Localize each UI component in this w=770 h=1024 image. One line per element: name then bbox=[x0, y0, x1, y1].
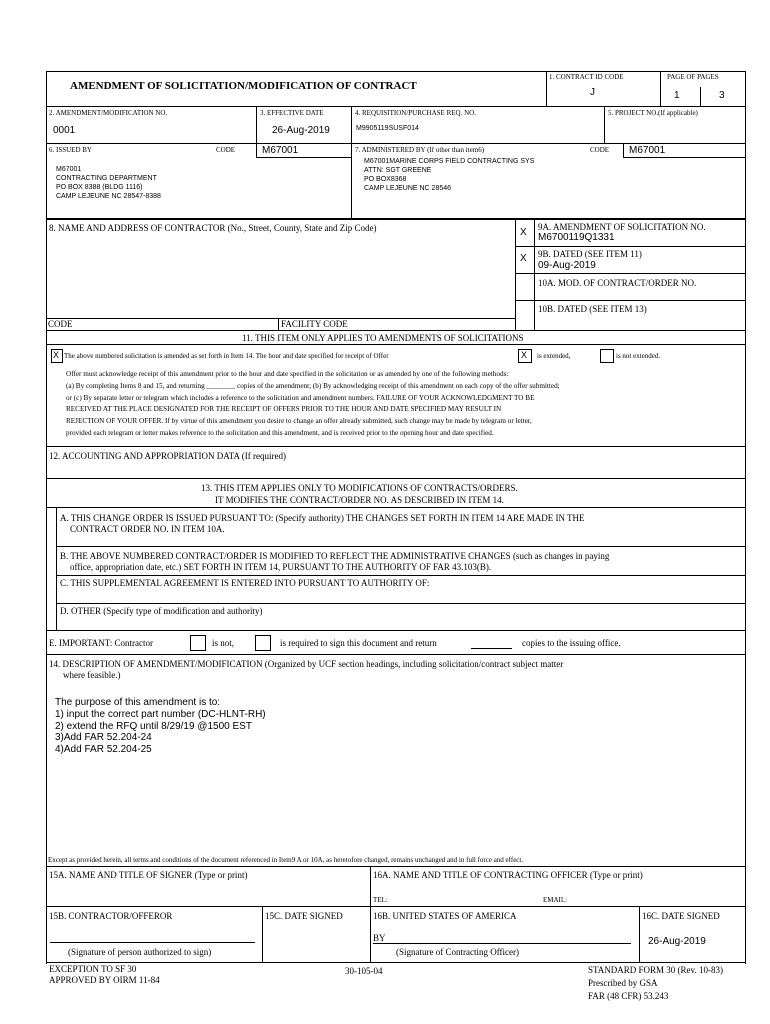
date-15c-label: 15C. DATE SIGNED bbox=[265, 911, 343, 921]
item11-text: The above numbered solicitation is amended as set forth in Item 14. The hour and date specified for receipt of Offer bbox=[64, 352, 389, 360]
copies-label: copies to the issuing office. bbox=[522, 638, 621, 648]
contract-id-value: J bbox=[590, 87, 595, 98]
item13d: D. OTHER (Specify type of modification and authority) bbox=[60, 606, 263, 616]
administered-by-code: M67001 bbox=[629, 145, 666, 156]
item13a-line-1: A. THIS CHANGE ORDER IS ISSUED PURSUANT TO: (Specify authority) THE CHANGES SET FORTH IN ITEM 14 ARE MADE IN THE bbox=[60, 513, 585, 523]
far-reference: FAR (48 CFR) 53.243 bbox=[588, 991, 669, 1001]
amendment-description: The purpose of this amendment is to: 1) input the correct part number (DC-HLNT-RH) 2) extend the RFQ until 8/29/19 @1500 EST 3)Add FAR 52.204-24 4)Add FAR 52.204-25 bbox=[55, 697, 266, 756]
item11-header: 11. THIS ITEM ONLY APPLIES TO AMENDMENTS OF SOLICITATIONS bbox=[242, 333, 524, 343]
page-total: 3 bbox=[719, 90, 725, 101]
tel-label: TEL: bbox=[373, 896, 388, 904]
contractor-15b-label: 15B. CONTRACTOR/OFFEROR bbox=[49, 911, 173, 921]
not-extended-label: is not extended. bbox=[616, 352, 661, 360]
facility-code-label: FACILITY CODE bbox=[281, 319, 348, 329]
contract-id-label: 1. CONTRACT ID CODE bbox=[549, 73, 624, 81]
administered-by-label: 7. ADMINISTERED BY (If other than item6) bbox=[355, 146, 485, 154]
date-16c-label: 16C. DATE SIGNED bbox=[642, 911, 720, 921]
extended-label: is extended, bbox=[537, 352, 571, 360]
issued-by-code: M67001 bbox=[262, 145, 299, 156]
copies-blank bbox=[471, 648, 512, 649]
item13-header-2: IT MODIFIES THE CONTRACT/ORDER NO. AS DESCRIBED IN ITEM 14. bbox=[215, 495, 504, 505]
contractor-code-label: CODE bbox=[48, 319, 73, 329]
item13b-line-2: office, appropriation date, etc.) SET FORTH IN ITEM 14, PURSUANT TO THE AUTHORITY OF FAR 43.103(B). bbox=[70, 562, 492, 572]
amendment-9a-label: 9A. AMENDMENT OF SOLICITATION NO. bbox=[538, 222, 706, 232]
administered-by-address: M67001MARINE CORPS FIELD CONTRACTING SYS ATTN: SGT GREENE PO BOX8368 CAMP LEJEUNE NC 28546 bbox=[364, 158, 535, 192]
except-text: Except as provided herein, all terms and conditions of the document referenced in Item9 A or 10A, as heretofore changed, remains unchanged and in full force and effect. bbox=[48, 856, 524, 864]
amendment-no-value: 0001 bbox=[53, 125, 76, 136]
effective-date-value: 26-Aug-2019 bbox=[272, 125, 330, 136]
item11-paragraph: Offer must acknowledge receipt of this amendment prior to the hour and date specified in the solicitation or as amended by one of the following methods: (a) By completing Items 8 and 15, and returning ________ copies of the amendment; (b) By acknowledging receipt of this amendment on each copy of the offer submitted; or (c) By separate letter or telegram which includes a reference to the solicitation and amendment numbers. FAILURE OF YOUR ACKNOWLEDGMENT TO BE RECEIVED AT THE PLACE DESIGNATED FOR THE RECEIPT OF OFFERS PRIOR TO THE HOUR AND DATE SPECIFIED MAY RESULT IN REJECTION OF YOUR OFFER. If by virtue of this amendment you desire to change an offer already submitted, such change may be made by telegram or letter, provided each telegram or letter makes reference to the solicitation and this amendment, and is received prior to the opening hour and date specified. bbox=[66, 370, 560, 437]
amendment-9a-value: M6700119Q1331 bbox=[538, 232, 615, 243]
requisition-value: M9905119SUSF014 bbox=[356, 125, 419, 132]
not-extended-checkbox[interactable] bbox=[600, 349, 614, 363]
mod-10a-label: 10A. MOD. OF CONTRACT/ORDER NO. bbox=[538, 278, 697, 288]
exception-line-1: EXCEPTION TO SF 30 bbox=[49, 964, 137, 974]
form-title: AMENDMENT OF SOLICITATION/MODIFICATION OF CONTRACT bbox=[70, 80, 417, 92]
form-top-border bbox=[46, 71, 746, 72]
exception-line-2: APPROVED BY OIRM 11-84 bbox=[49, 975, 160, 985]
officer-16a-label: 16A. NAME AND TITLE OF CONTRACTING OFFICER (Type or print) bbox=[373, 870, 643, 880]
contractor-label: 8. NAME AND ADDRESS OF CONTRACTOR (No., Street, County, State and Zip Code) bbox=[49, 223, 377, 233]
amendment-no-label: 2. AMENDMENT/MODIFICATION NO. bbox=[49, 109, 168, 117]
item11-check-mark: X bbox=[53, 350, 60, 360]
important-label: E. IMPORTANT: Contractor bbox=[49, 638, 154, 648]
page-number: 1 bbox=[674, 90, 680, 101]
standard-form: STANDARD FORM 30 (Rev. 10-83) bbox=[588, 965, 723, 975]
form-right-border bbox=[745, 71, 746, 964]
requisition-label: 4. REQUISITION/PURCHASE REQ. NO. bbox=[355, 109, 476, 117]
date-16c-value: 26-Aug-2019 bbox=[648, 936, 706, 947]
usa-16b-label: 16B. UNITED STATES OF AMERICA bbox=[373, 911, 517, 921]
item14-label-line-2: where feasible.) bbox=[63, 670, 121, 680]
issued-by-code-label: CODE bbox=[216, 146, 236, 154]
form-left-border bbox=[46, 71, 47, 964]
issued-by-address: M67001 CONTRACTING DEPARTMENT PO BOX 8388 (BLDG 1116) CAMP LEJEUNE NC 28547-8388 bbox=[56, 166, 161, 200]
project-no-label: 5. PROJECT NO.(If applicable) bbox=[608, 109, 698, 117]
dated-10b-label: 10B. DATED (SEE ITEM 13) bbox=[538, 304, 647, 314]
page-of-pages-label: PAGE OF PAGES bbox=[667, 73, 719, 81]
item14-label-line-1: 14. DESCRIPTION OF AMENDMENT/MODIFICATION (Organized by UCF section headings, including solicitation/contract subject matter bbox=[49, 659, 564, 669]
check-9a: X bbox=[520, 227, 527, 238]
item13-header-1: 13. THIS ITEM APPLIES ONLY TO MODIFICATIONS OF CONTRACTS/ORDERS. bbox=[201, 483, 518, 493]
sig-officer-label: (Signature of Contracting Officer) bbox=[396, 947, 520, 957]
dated-9b-value: 09-Aug-2019 bbox=[538, 260, 596, 271]
contractor-signature-line[interactable] bbox=[50, 942, 255, 943]
item12-label: 12. ACCOUNTING AND APPROPRIATION DATA (If required) bbox=[49, 451, 287, 461]
is-required-label: is required to sign this document and return bbox=[280, 638, 437, 648]
sig-person-label: (Signature of person authorized to sign) bbox=[68, 947, 212, 957]
officer-signature-line[interactable] bbox=[373, 943, 631, 944]
extended-check-mark: X bbox=[521, 350, 528, 360]
email-label: EMAIL: bbox=[543, 896, 568, 904]
signer-15a-label: 15A. NAME AND TITLE OF SIGNER (Type or print) bbox=[49, 870, 248, 880]
item13a-line-2: CONTRACT ORDER NO. IN ITEM 10A. bbox=[70, 524, 225, 534]
form-number: 30-105-04 bbox=[345, 966, 383, 976]
administered-by-code-label: CODE bbox=[590, 146, 610, 154]
item13b-line-1: B. THE ABOVE NUMBERED CONTRACT/ORDER IS MODIFIED TO REFLECT THE ADMINISTRATIVE CHANGES (such as changes in paying bbox=[60, 551, 610, 561]
dated-9b-label: 9B. DATED (SEE ITEM 11) bbox=[538, 249, 642, 259]
issued-by-label: 6. ISSUED BY bbox=[49, 146, 92, 154]
effective-date-label: 3. EFFECTIVE DATE bbox=[260, 109, 324, 117]
check-9b: X bbox=[520, 253, 527, 264]
item13c: C. THIS SUPPLEMENTAL AGREEMENT IS ENTERED INTO PURSUANT TO AUTHORITY OF: bbox=[60, 578, 430, 588]
by-label: BY bbox=[373, 933, 386, 943]
is-not-label: is not, bbox=[212, 638, 235, 648]
prescribed-by: Prescribed by GSA bbox=[588, 978, 658, 988]
is-required-checkbox[interactable] bbox=[255, 635, 271, 651]
is-not-checkbox[interactable] bbox=[190, 635, 206, 651]
